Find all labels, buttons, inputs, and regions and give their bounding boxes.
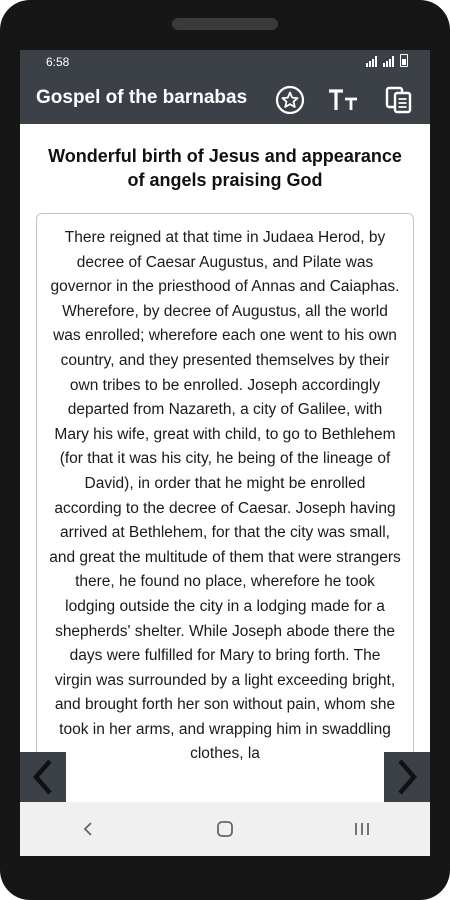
signal-icon (366, 55, 377, 67)
next-chapter-button[interactable] (384, 752, 430, 802)
battery-icon (400, 54, 408, 67)
speaker-grille (172, 18, 278, 30)
status-time: 6:58 (46, 55, 70, 69)
copy-icon (384, 85, 414, 115)
home-icon (216, 820, 234, 838)
signal-icon-2 (383, 55, 394, 67)
copy-button[interactable] (383, 84, 415, 116)
recents-icon (353, 821, 371, 837)
previous-chapter-button[interactable] (20, 752, 66, 802)
system-home-button[interactable] (195, 809, 255, 849)
chevron-left-icon (28, 757, 58, 797)
system-recents-button[interactable] (332, 809, 392, 849)
app-title: Gospel of the barnabas (36, 87, 248, 108)
status-icons (366, 54, 408, 67)
text-size-button[interactable] (327, 84, 359, 116)
system-back-button[interactable] (58, 809, 118, 849)
chapter-text: There reigned at that time in Judaea Herod, by decree of Caesar Augustus, and Pilate was governor in the priesthood of Annas and Caiaphas. Wherefore, by decree of Augustus, all the world was enrolled; wherefore each one went to his own country, and they presented themselves by their own tribes to be enrolled. Joseph accordingly departed from Nazareth, a city of Galilee, with Mary his wife, great with child, to go to Bethlehem (for that it was his city, he being of the lineage of David), in order that he might be enrolled according to the decree of Caesar. Joseph having arrived at Bethlehem, for that the city was small, and great the multitude of them that were strangers there, he found no place, wherefore he took lodging outside the city in a lodging made for a shepherds' shelter. While Joseph abode there the days were fulfilled for Mary to bring forth. The virgin was surrounded by a light exceeding bright, and brought forth her son without pain, whom she took in her arms, and wrapping him in swaddling clothes, la (49, 229, 401, 763)
back-icon (80, 821, 96, 837)
text-size-icon (327, 87, 359, 113)
status-bar (20, 50, 430, 74)
screen (20, 50, 430, 856)
favorite-button[interactable] (274, 84, 306, 116)
app-bar (20, 74, 430, 124)
chapter-text-card[interactable] (36, 213, 414, 815)
chevron-right-icon (392, 757, 422, 797)
star-circle-icon (275, 85, 305, 115)
chapter-title: Wonderful birth of Jesus and appearance of angels praising God (48, 146, 402, 190)
system-navigation-bar (20, 802, 430, 856)
